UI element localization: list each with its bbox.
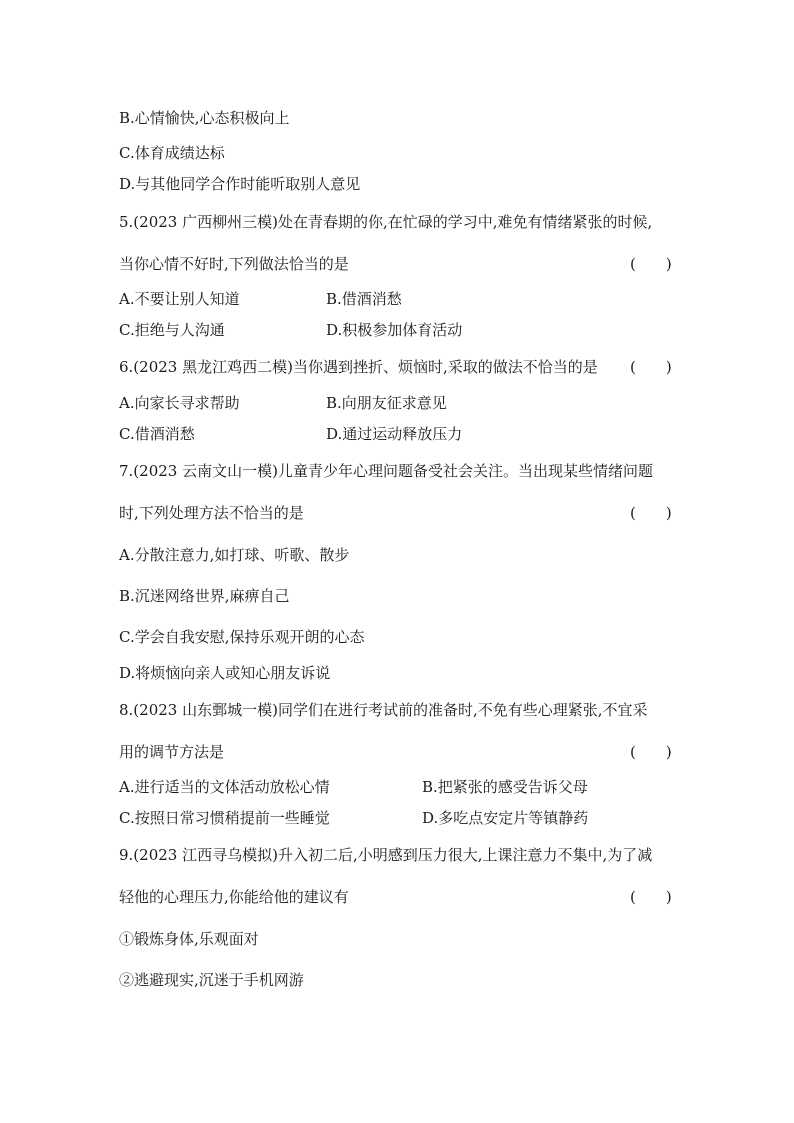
q6-option-a: A.向家长寻求帮助 xyxy=(119,394,240,412)
q4-option-c: C.体育成绩达标 xyxy=(119,144,225,162)
q9-item-1: ①锻炼身体,乐观面对 xyxy=(119,930,259,948)
q6-answer-paren: ( ) xyxy=(630,358,672,376)
q5-option-d: D.积极参加体育活动 xyxy=(326,321,463,339)
q8-stem-line1: 8.(2023 山东鄄城一模)同学们在进行考试前的准备时,不免有些心理紧张,不宜采 xyxy=(119,701,648,719)
q5-option-b: B.借酒消愁 xyxy=(326,290,402,308)
q6-option-b: B.向朋友征求意见 xyxy=(326,394,447,412)
q8-option-d: D.多吃点安定片等镇静药 xyxy=(422,809,589,827)
q9-item-2: ②逃避现实,沉迷于手机网游 xyxy=(119,971,304,989)
q6-option-c: C.借酒消愁 xyxy=(119,425,195,443)
q5-option-c: C.拒绝与人沟通 xyxy=(119,321,225,339)
q8-option-a: A.进行适当的文体活动放松心情 xyxy=(119,778,330,796)
q5-answer-paren: ( ) xyxy=(630,255,672,273)
q7-stem-line2: 时,下列处理方法不恰当的是 xyxy=(119,504,304,522)
q4-option-d: D.与其他同学合作时能听取别人意见 xyxy=(119,175,361,193)
q8-stem-line2: 用的调节方法是 xyxy=(119,743,225,761)
q5-option-a: A.不要让别人知道 xyxy=(119,290,240,308)
q7-option-b: B.沉迷网络世界,麻痹自己 xyxy=(119,587,290,605)
q9-stem-line2: 轻他的心理压力,你能给他的建议有 xyxy=(119,888,349,906)
q5-stem-line1: 5.(2023 广西柳州三模)处在青春期的你,在忙碌的学习中,难免有情绪紧张的时候, xyxy=(119,213,653,231)
q9-stem-line1: 9.(2023 江西寻乌模拟)升入初二后,小明感到压力很大,上课注意力不集中,为了减 xyxy=(119,846,653,864)
q4-option-b: B.心情愉快,心态积极向上 xyxy=(119,109,290,127)
q6-option-d: D.通过运动释放压力 xyxy=(326,425,463,443)
q5-stem-line2: 当你心情不好时,下列做法恰当的是 xyxy=(119,255,349,273)
q7-option-a: A.分散注意力,如打球、听歌、散步 xyxy=(119,546,350,564)
q6-stem-line1: 6.(2023 黑龙江鸡西二模)当你遇到挫折、烦恼时,采取的做法不恰当的是 xyxy=(119,358,598,376)
q8-option-c: C.按照日常习惯稍提前一些睡觉 xyxy=(119,809,330,827)
q7-answer-paren: ( ) xyxy=(630,504,672,522)
q8-answer-paren: ( ) xyxy=(630,743,672,761)
q8-option-b: B.把紧张的感受告诉父母 xyxy=(422,778,588,796)
q7-stem-line1: 7.(2023 云南文山一模)儿童青少年心理问题备受社会关注。当出现某些情绪问题 xyxy=(119,462,653,480)
q7-option-d: D.将烦恼向亲人或知心朋友诉说 xyxy=(119,664,331,682)
q9-answer-paren: ( ) xyxy=(630,888,672,906)
q7-option-c: C.学会自我安慰,保持乐观开朗的心态 xyxy=(119,628,365,646)
